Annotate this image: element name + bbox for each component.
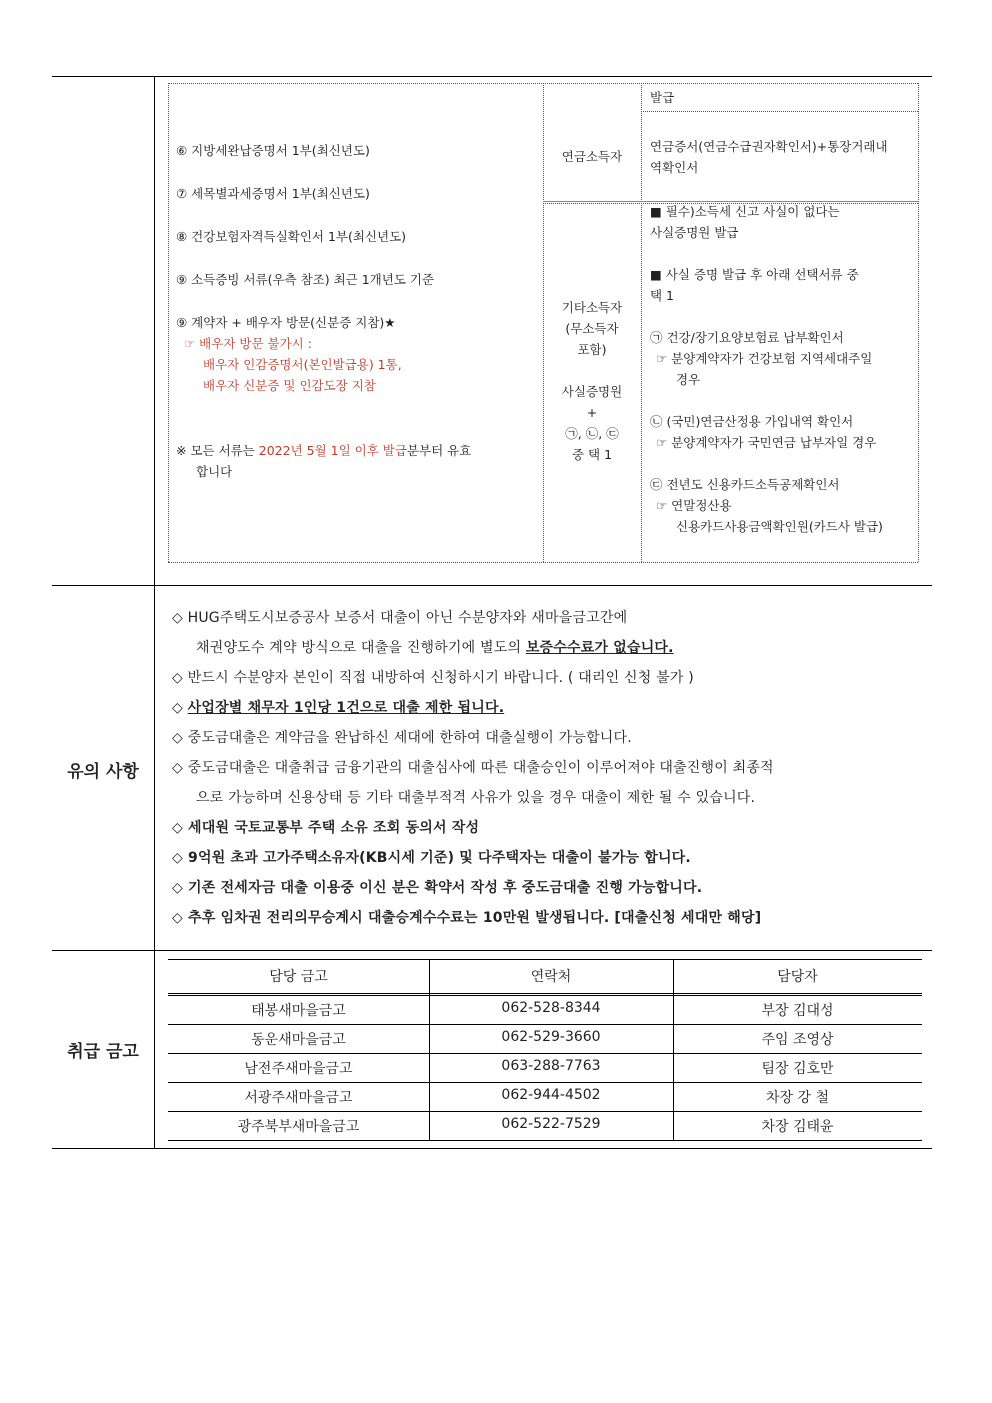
notice-line: 으로 가능하며 신용상태 등 기타 대출부적격 사유가 있을 경우 대출이 제한 될 수 있습니다. xyxy=(196,790,756,806)
notice-line: ◇ 반드시 수분양자 본인이 직접 내방하여 신청하시기 바랍니다. ( 대리인 신청 불가 ) xyxy=(172,670,694,686)
bank-section-label: 취급 금고 xyxy=(67,1042,139,1062)
bank-row-phone: 062-522-7529 xyxy=(501,1116,601,1132)
other-earner-label: 기타소득자 (무소득자 포함) 사실증명원 + ㉠, ㉡, ㉢ 중 택 1 xyxy=(561,300,623,462)
bank-row-phone: 062-529-3660 xyxy=(501,1029,601,1045)
notice-line: ◇ 9억원 초과 고가주택소유자(KB시세 기준) 및 다주택자는 대출이 불가능 합니다. xyxy=(172,850,691,866)
bank-row-manager: 차장 강 철 xyxy=(766,1090,829,1106)
notice-line: 채권양도수 계약 방식으로 대출을 진행하기에 별도의 보증수수료가 없습니다. xyxy=(196,640,674,656)
bank-row-manager: 부장 김대성 xyxy=(761,1003,834,1019)
bank-row-phone: 063-288-7763 xyxy=(501,1058,601,1074)
bank-row-phone: 062-528-8344 xyxy=(501,1000,601,1016)
issue-label: 발급 xyxy=(650,90,675,105)
spouse-note-2: 배우자 인감증명서(본인발급용) 1통, xyxy=(203,357,402,372)
bank-row-branch: 광주북부새마을금고 xyxy=(237,1119,360,1135)
notice-line: ◇ 기존 전세자금 대출 이용중 이신 분은 확약서 작성 후 중도금대출 진행 가능합니다. xyxy=(172,880,703,896)
pension-earner-label: 연금소득자 xyxy=(561,149,623,164)
notice-line: ◇ 사업장별 채무자 1인당 1건으로 대출 제한 됩니다. xyxy=(172,700,505,716)
bank-row-branch: 서광주새마을금고 xyxy=(244,1090,353,1106)
bank-row-manager: 팀장 김호만 xyxy=(761,1061,834,1077)
notice-line: ◇ 추후 임차권 전리의무승계시 대출승계수수료는 10만원 발생됩니다. [대출신청 세대만 해당] xyxy=(172,910,762,926)
bank-row-branch: 태봉새마을금고 xyxy=(251,1003,346,1019)
pension-doc-1: 연금증서(연금수급권자확인서)+통장거래내 xyxy=(650,139,888,154)
bank-row-branch: 동운새마을금고 xyxy=(251,1032,346,1048)
notice-line: ◇ HUG주택도시보증공사 보증서 대출이 아닌 수분양자와 새마을금고간에 xyxy=(172,610,628,626)
notice-list xyxy=(172,603,774,933)
doc-item-tax-detail: ⑦ 세목별과세증명서 1부(최신년도) xyxy=(176,186,370,201)
pension-doc-2: 역확인서 xyxy=(650,160,699,175)
validity-note-2: 합니다 xyxy=(196,464,233,479)
bank-header-manager: 담당자 xyxy=(777,969,818,985)
doc-item-health-insurance: ⑧ 건강보험자격득실확인서 1부(최신년도) xyxy=(176,229,407,244)
bank-row-manager: 차장 김태윤 xyxy=(761,1119,834,1135)
notice-section-label: 유의 사항 xyxy=(67,762,139,782)
notice-line: ◇ 중도금대출은 대출취급 금융기관의 대출심사에 따른 대출승인이 이루어져야 대출진행이 최종적 xyxy=(172,760,774,776)
bank-row-branch: 남전주새마을금고 xyxy=(244,1061,353,1077)
doc-item-income-proof: ⑨ 소득증빙 서류(우측 참조) 최근 1개년도 기준 xyxy=(176,272,435,287)
doc-item-local-tax: ⑥ 지방세완납증명서 1부(최신년도) xyxy=(176,143,370,158)
bank-row-phone: 062-944-4502 xyxy=(501,1087,601,1103)
notice-line: ◇ 세대원 국토교통부 주택 소유 조회 동의서 작성 xyxy=(172,820,480,836)
bank-row-manager: 주임 조영상 xyxy=(761,1032,834,1048)
bank-header-contact: 연락처 xyxy=(530,969,572,985)
doc-item-visit: ⑨ 계약자 + 배우자 방문(신분증 지참)★ xyxy=(176,315,396,330)
validity-note: ※ 모든 서류는 2022년 5월 1일 이후 발급분부터 유효 xyxy=(176,443,472,458)
bank-header-branch: 담당 금고 xyxy=(269,969,328,985)
other-earner-docs: ■ 필수)소득세 신고 사실이 없다는 사실증명원 발급 ■ 사실 증명 발급 후 아래 선택서류 중 택 1 ㉠ 건강/장기요양보험료 납부확인서 ☞ 분양계약자가 건강보험 지역세대주일 경우 ㉡ (국민)연금산정용 가입내역 확인서 ☞ 분양계약자가 국민연금 납부자일 경우 ㉢ 전년도 신용카드소득공제확인서 ☞ 연말정산용 신용카드사용금액확인원(카드사 발급) xyxy=(650,204,883,534)
spouse-note-3: 배우자 신분증 및 인감도장 지참 xyxy=(203,378,376,393)
spouse-note-1: ☞ 배우자 방문 불가시 : xyxy=(184,336,312,351)
notice-line: ◇ 중도금대출은 계약금을 완납하신 세대에 한하여 대출실행이 가능합니다. xyxy=(172,730,632,746)
